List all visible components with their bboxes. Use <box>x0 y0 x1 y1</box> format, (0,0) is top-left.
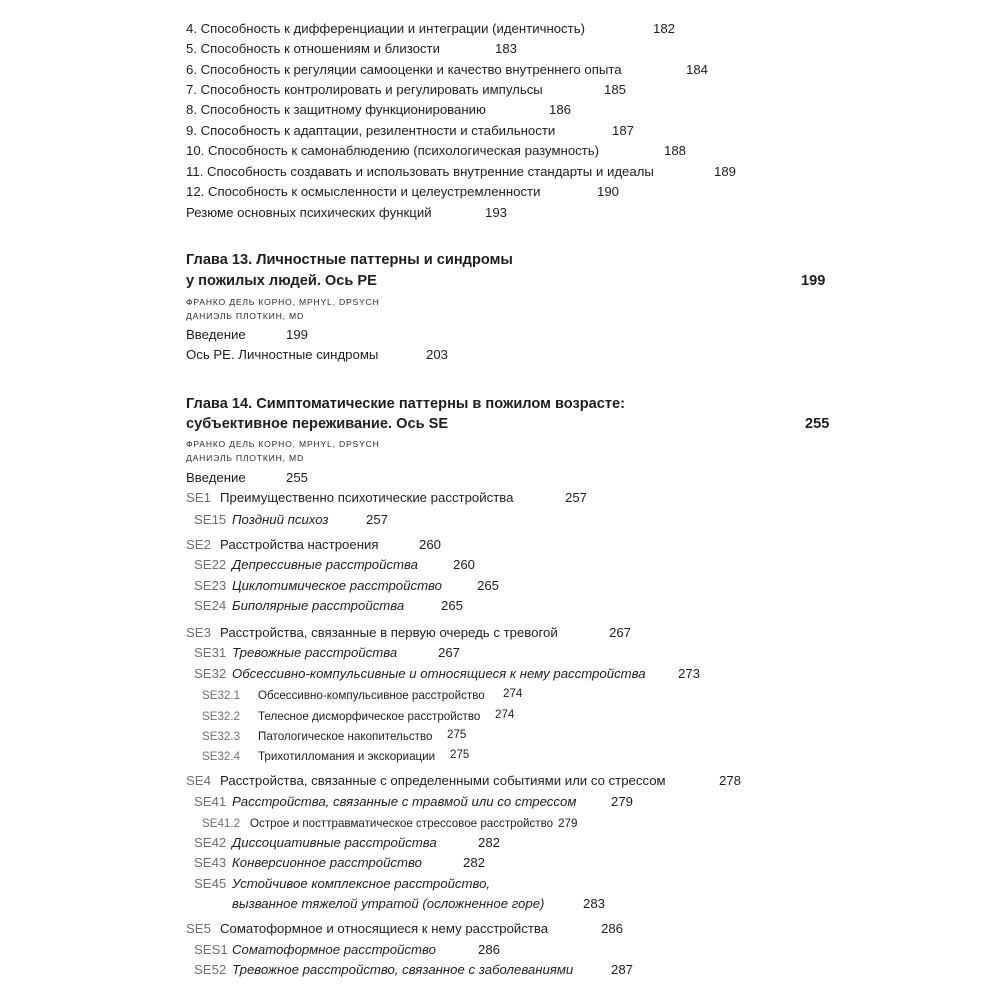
toc-entry <box>194 876 490 891</box>
section-code: SES1 <box>194 942 228 957</box>
section-code: SE32.2 <box>202 710 241 723</box>
toc-entry: 10. Способность к самонаблюдению (психологическая разумность) <box>186 143 600 158</box>
page-number: 278 <box>719 773 742 788</box>
section-code: SE24 <box>194 598 227 613</box>
toc-entry <box>194 855 422 870</box>
chapter-13-title-cont: у пожилых людей. Ось PE <box>186 273 377 289</box>
toc-entry <box>186 773 666 788</box>
toc-entry <box>194 942 436 957</box>
page-number: 286 <box>478 942 501 957</box>
page-number: 186 <box>549 102 572 117</box>
section-code: SE15 <box>194 512 227 527</box>
entry-title: Преимущественно психотические расстройства <box>220 490 514 505</box>
page-number: 282 <box>463 855 486 870</box>
page-number: 274 <box>503 687 523 700</box>
section-code: SE1 <box>186 490 211 505</box>
toc-entry: Введение <box>186 327 246 342</box>
page-number: 267 <box>609 625 632 640</box>
chapter-14-title-cont: субъективное переживание. Ось SE <box>186 416 449 432</box>
chapter-14-page: 255 <box>805 416 830 432</box>
toc-entry <box>194 794 576 809</box>
page-number: 257 <box>366 512 389 527</box>
chapter-13-page: 199 <box>801 273 826 289</box>
page-number: 265 <box>441 598 464 613</box>
chapter-14-author: ДАНИЭЛЬ ПЛОТКИН, MD <box>186 453 304 463</box>
entry-title: Соматоформное и относящиеся к нему расстройства <box>220 921 549 936</box>
toc-entry <box>194 512 329 527</box>
page-number: 188 <box>664 143 687 158</box>
entry-title: Биполярные расстройства <box>232 598 405 613</box>
page-number: 279 <box>558 817 578 830</box>
entry-title: Острое и посттравматическое стрессовое расстройство <box>250 817 554 830</box>
toc-entry <box>202 708 480 723</box>
section-code: SE32 <box>194 666 227 681</box>
page-number: 184 <box>686 62 709 77</box>
toc-entry <box>202 815 577 830</box>
section-code: SE31 <box>194 645 227 660</box>
section-code: SE5 <box>186 921 211 936</box>
section-code: SE23 <box>194 578 227 593</box>
toc-entry <box>194 645 397 660</box>
toc-entry: 5. Способность к отношениям и близости <box>186 41 440 56</box>
page-number: 287 <box>611 962 634 977</box>
page-number: 182 <box>653 21 676 36</box>
page-number: 275 <box>450 748 470 761</box>
toc-entry: 12. Способность к осмысленности и целеустремленности <box>186 184 541 199</box>
toc-entry <box>202 748 435 763</box>
toc-entry: 8. Способность к защитному функционированию <box>186 102 486 117</box>
entry-title: Обсессивно-компульсивное расстройство <box>258 689 485 702</box>
section-code: SE4 <box>186 773 211 788</box>
page-number: 267 <box>438 645 461 660</box>
page-number: 274 <box>495 708 515 721</box>
page-number: 190 <box>597 184 620 199</box>
entry-title: Расстройства настроения <box>220 537 379 552</box>
toc-entry <box>186 625 558 640</box>
page-number: 283 <box>583 896 606 911</box>
entry-title: Расстройства, связанные с травмой или со стрессом <box>232 794 577 809</box>
entry-title: Устойчивое комплексное расстройство, <box>232 876 491 891</box>
toc-entry <box>194 835 437 850</box>
section-code: SE32.1 <box>202 689 241 702</box>
toc-entry <box>194 557 418 572</box>
entry-title: Депрессивные расстройства <box>232 557 418 572</box>
toc-entry: 4. Способность к дифференциации и интеграции (идентичность) <box>186 21 585 36</box>
toc-entry <box>186 921 548 936</box>
chapter-13-author: ДАНИЭЛЬ ПЛОТКИН, MD <box>186 311 304 321</box>
entry-title: Тревожное расстройство, связанное с заболеваниями <box>232 962 574 977</box>
toc-entry: Введение <box>186 470 246 485</box>
toc-entry: Ось PE. Личностные синдромы <box>186 347 379 362</box>
section-code: SE22 <box>194 557 227 572</box>
section-code: SE52 <box>194 962 227 977</box>
entry-title: Конверсионное расстройство <box>232 855 422 870</box>
entry-title: Расстройства, связанные с определенными событиями или со стрессом <box>220 773 666 788</box>
page-number: 185 <box>604 82 627 97</box>
entry-title: Трихотилломания и экскориации <box>258 750 436 763</box>
chapter-13-author: ФРАНКО ДЕЛЬ КОРНО, MPHYL, DPSYCH <box>186 297 380 307</box>
entry-title: Тревожные расстройства <box>232 645 398 660</box>
section-code: SE41 <box>194 794 227 809</box>
section-code: SE32.3 <box>202 730 241 743</box>
entry-title: Расстройства, связанные в первую очередь с тревогой <box>220 625 558 640</box>
toc-entry <box>186 537 379 552</box>
page-number: 273 <box>678 666 701 681</box>
section-code: SE45 <box>194 876 227 891</box>
chapter-14-author: ФРАНКО ДЕЛЬ КОРНО, MPHYL, DPSYCH <box>186 439 380 449</box>
section-code: SE43 <box>194 855 227 870</box>
chapter-14-title: Глава 14. Симптоматические паттерны в пожилом возрасте: <box>186 396 625 412</box>
entry-title: Циклотимическое расстройство <box>232 578 442 593</box>
toc-entry: 6. Способность к регуляции самооценки и качество внутреннего опыта <box>186 62 622 77</box>
page-number: 279 <box>611 794 634 809</box>
entry-title: Диссоциативные расстройства <box>232 835 437 850</box>
page-number: 265 <box>477 578 500 593</box>
entry-title: Обсессивно-компульсивные и относящиеся к нему расстройства <box>232 666 646 681</box>
page-number: 187 <box>612 123 635 138</box>
toc-entry <box>186 490 513 505</box>
entry-title: Соматоформное расстройство <box>232 942 436 957</box>
section-code: SE41.2 <box>202 817 241 830</box>
page-number: 257 <box>565 490 588 505</box>
toc-entry: 7. Способность контролировать и регулировать импульсы <box>186 82 543 97</box>
toc-entry <box>202 728 432 743</box>
page-number: 255 <box>286 470 309 485</box>
page-number: 260 <box>419 537 442 552</box>
page-number: 260 <box>453 557 476 572</box>
page-number: 275 <box>447 728 467 741</box>
entry-title: Телесное дисморфическое расстройство <box>258 710 481 723</box>
entry-title-continued: вызванное тяжелой утратой (осложненное горе) <box>232 896 545 911</box>
page-number: 286 <box>601 921 624 936</box>
toc-entry <box>194 666 646 681</box>
entry-title: Патологическое накопительство <box>258 730 433 743</box>
page-number: 199 <box>286 327 309 342</box>
page-number: 183 <box>495 41 518 56</box>
toc-entry: 11. Способность создавать и использовать внутренние стандарты и идеалы <box>186 164 654 179</box>
page-number: 203 <box>426 347 449 362</box>
page-number: 189 <box>714 164 737 179</box>
entry-title: Поздний психоз <box>232 512 329 527</box>
toc-entry <box>194 962 573 977</box>
toc-entry: Резюме основных психических функций <box>186 205 432 220</box>
toc-entry: 9. Способность к адаптации, резилентности и стабильности <box>186 123 556 138</box>
page-number: 282 <box>478 835 501 850</box>
toc-entry <box>194 578 442 593</box>
section-code: SE2 <box>186 537 211 552</box>
page-number: 193 <box>485 205 508 220</box>
toc-entry <box>202 687 485 702</box>
section-code: SE42 <box>194 835 227 850</box>
section-code: SE32.4 <box>202 750 241 763</box>
toc-entry <box>194 598 404 613</box>
section-code: SE3 <box>186 625 211 640</box>
chapter-13-title: Глава 13. Личностные паттерны и синдромы <box>186 252 513 268</box>
